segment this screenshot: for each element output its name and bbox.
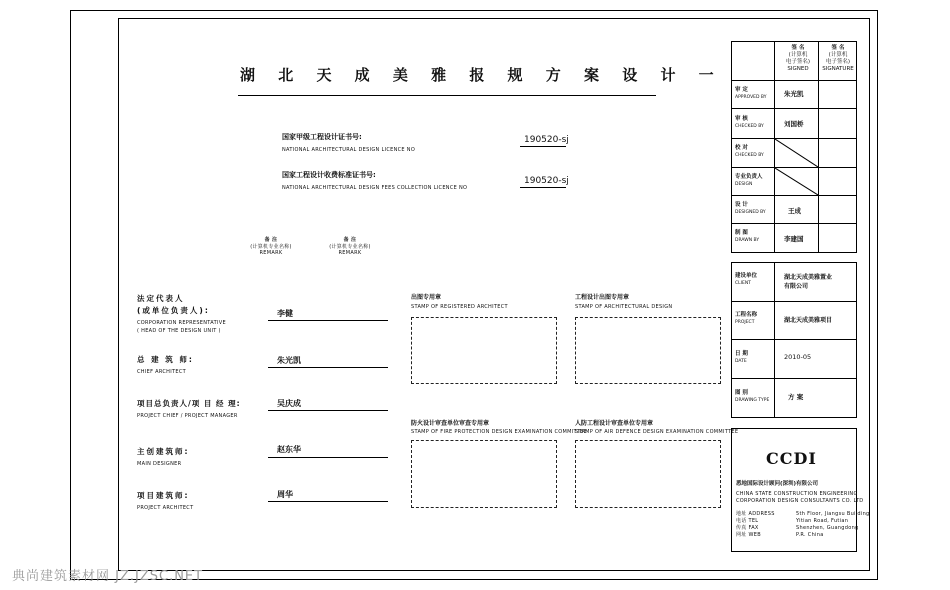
role-5-label-en: PROJECT ARCHITECT	[137, 505, 194, 511]
signoff-header-a	[782, 45, 814, 73]
address-label-4: 网址 WEB	[736, 532, 761, 538]
signoff-row-2-label	[735, 116, 764, 130]
role-5	[137, 490, 193, 511]
signoff-row-5-sign: 王成	[788, 207, 801, 215]
project-col-line	[774, 263, 775, 417]
remark-header-2-en: REMARK	[338, 250, 362, 256]
role-4-label: 主创建筑师:	[137, 447, 190, 456]
project-row-4-value: 方 案	[788, 393, 804, 401]
role-1	[137, 293, 226, 335]
project-row-3-label	[735, 351, 748, 365]
signoff-row-1-label	[735, 87, 767, 101]
signoff-row-3-en: CHECKED BY	[735, 153, 764, 158]
role-5-label: 项目建筑师:	[137, 491, 190, 500]
project-row-3-en: DATE	[735, 359, 747, 364]
company-address-labels	[736, 511, 775, 539]
signoff-row-1-sign: 朱光凯	[784, 90, 804, 98]
stamp-1-label: 出图专用章	[411, 294, 442, 301]
role-2-signature: 朱光凯	[277, 356, 301, 365]
role-1-underline	[268, 320, 388, 321]
project-row-line-2	[732, 339, 856, 340]
stamp-3-box	[411, 440, 557, 508]
project-row-line-1	[732, 301, 856, 302]
certificate-1-underline	[520, 146, 566, 147]
role-3-label-en: PROJECT CHIEF / PROJECT MANAGER	[137, 413, 238, 419]
company-name-en-1: CHINA STATE CONSTRUCTION ENGINEERING	[736, 491, 858, 497]
signoff-header-a-cn: 签 名	[791, 45, 805, 51]
certificate-2-underline	[520, 187, 566, 188]
signoff-row-2-en: CHECKED BY	[735, 124, 764, 129]
project-info-table	[731, 262, 857, 418]
project-row-3-cn: 日 期	[735, 351, 748, 357]
signoff-header-b-cn: 签 名	[831, 45, 845, 51]
role-3-underline	[268, 410, 388, 411]
company-address-lines	[796, 511, 870, 539]
signoff-row-3-cn: 校 对	[735, 145, 748, 151]
signoff-row-5-en: DESIGNED BY	[735, 210, 766, 215]
stamp-3-label-en: STAMP OF FIRE PROTECTION DESIGN EXAMINATION COMMITTEE	[411, 429, 588, 435]
address-label-3: 传真 FAX	[736, 525, 759, 531]
address-line-1: 5th Floor, Jiangsu Building	[796, 511, 870, 517]
project-row-4-cn: 图 别	[735, 390, 748, 396]
signoff-header-b-sub: (计算机 电子签名)	[825, 52, 851, 65]
stamp-3-label: 防火设计审查单位审查专用章	[411, 420, 490, 427]
signoff-row-2-cn: 审 核	[735, 116, 748, 122]
address-line-2: Yitian Road, Futian	[796, 518, 849, 524]
stamp-2-box	[575, 317, 721, 384]
project-row-1-value: 湖北天成美雅置业 有限公司	[784, 274, 833, 290]
role-3-label: 项目总负责人/项 目 经 理:	[137, 399, 241, 408]
stamp-1-box	[411, 317, 557, 384]
remark-header-1-en: REMARK	[259, 250, 283, 256]
company-block	[731, 428, 870, 552]
title-underline	[238, 95, 656, 96]
remark-header-1-sub: (计算机专业名称)	[250, 244, 292, 250]
role-4-underline	[268, 457, 388, 458]
project-row-line-3	[732, 378, 856, 379]
certificate-1-label: 国家甲级工程设计证书号:	[282, 133, 362, 141]
project-row-1-cn: 建设单位	[735, 273, 758, 279]
remark-header-2-sub: (计算机专业名称)	[329, 244, 371, 250]
project-row-4-label	[735, 390, 769, 404]
project-row-3-value: 2010-05	[784, 353, 812, 361]
role-4	[137, 446, 190, 467]
company-name-en-2: CORPORATION DESIGN CONSULTANTS CO. LTD	[736, 498, 864, 504]
certificate-1-value: 190520-sj	[524, 135, 569, 145]
site-watermark: 典尚建筑素材网 JZ.JZSC.NET	[12, 569, 204, 584]
role-2-label: 总 建 筑 师:	[137, 355, 194, 364]
project-row-1-label	[735, 273, 757, 287]
stamp-1-label-en: STAMP OF REGISTERED ARCHITECT	[411, 304, 508, 310]
address-label-1: 地址 ADDRESS	[736, 511, 775, 517]
role-4-signature: 赵东华	[277, 445, 301, 454]
remark-header-1	[246, 236, 296, 256]
remark-header-2-cn: 备 注	[343, 237, 357, 243]
project-row-1-en: CLIENT	[735, 281, 751, 286]
role-3-signature: 吴庆成	[277, 399, 301, 408]
signoff-row-6-en: DRAWN BY	[735, 238, 760, 243]
project-row-2-en: PROJECT	[735, 320, 755, 325]
address-label-2: 电话 TEL	[736, 518, 759, 524]
signoff-header-a-sub: (计算机 电子签名)	[785, 52, 811, 65]
remark-header-2	[322, 236, 378, 256]
stamp-2-label-en: STAMP OF ARCHITECTURAL DESIGN	[575, 304, 673, 310]
signoff-row-5-label	[735, 202, 766, 216]
stamp-4-box	[575, 440, 721, 508]
role-1-signature: 李健	[277, 309, 293, 318]
certificate-2-value: 190520-sj	[524, 176, 569, 186]
drawing-title: 湖 北 天 成 美 雅 报 规 方 案 设 计 一	[240, 66, 723, 84]
certificate-2-label: 国家工程设计收费标准证书号:	[282, 171, 376, 179]
role-5-underline	[268, 501, 388, 502]
project-row-4-en: DRAWING TYPE	[735, 398, 770, 403]
signoff-row-4-strike	[775, 168, 818, 195]
company-name-cn: 悉地国际设计顾问(深圳)有限公司	[736, 481, 819, 487]
signoff-header-b-en: SIGNATURE	[822, 66, 854, 72]
signoff-row-6-cn: 制 图	[735, 230, 748, 236]
role-4-label-en: MAIN DESIGNER	[137, 461, 182, 467]
role-1-label: 法定代表人 (或单位负责人):	[137, 294, 210, 315]
role-3	[137, 398, 241, 419]
role-2-label-en: CHIEF ARCHITECT	[137, 369, 186, 375]
signoff-row-1-en: APPROVED BY	[735, 95, 767, 100]
signoff-row-4-label	[735, 174, 763, 188]
signoff-row-4-cn: 专业负责人	[735, 174, 763, 180]
stamp-4-label-en: STAMP OF AIR DEFENCE DESIGN EXAMINATION COMMITTEE	[575, 429, 739, 435]
signoff-row-4-en: DESIGN	[735, 182, 753, 187]
remark-header-1-cn: 备 注	[264, 237, 278, 243]
role-5-signature: 周华	[277, 490, 293, 499]
signoff-row-3-label	[735, 145, 764, 159]
stamp-4-label: 人防工程设计审查单位专用章	[575, 420, 654, 427]
signoff-row-2-sign: 刘国桥	[784, 120, 804, 128]
signoff-header-b	[821, 45, 855, 73]
signoff-row-line-1	[732, 80, 856, 81]
role-2	[137, 354, 194, 375]
signoff-row-line-5	[732, 195, 856, 196]
signoff-col-line-2	[818, 42, 819, 252]
signoff-row-3-strike	[775, 139, 818, 167]
role-1-label-en: CORPORATION REPRESENTATIVE ( HEAD OF THE DESIGN UNIT )	[137, 320, 226, 334]
signoff-table	[731, 41, 857, 253]
role-2-underline	[268, 367, 388, 368]
project-row-2-value: 湖北天成美雅项目	[784, 317, 833, 324]
signoff-row-5-cn: 设 计	[735, 202, 748, 208]
signoff-header-a-en: SIGNED	[787, 66, 809, 72]
certificate-2-label-en: NATIONAL ARCHITECTURAL DESIGN FEES COLLECTION LICENCE NO	[282, 185, 468, 191]
project-row-2-label	[735, 312, 757, 326]
signoff-row-1-cn: 审 定	[735, 87, 748, 93]
signoff-row-line-2	[732, 108, 856, 109]
company-logo: CCDI	[766, 449, 817, 468]
stamp-2-label: 工程设计出图专用章	[575, 294, 630, 301]
address-line-4: P.R. China	[796, 532, 824, 538]
project-row-2-cn: 工程名称	[735, 312, 758, 318]
signoff-row-6-sign: 李建国	[784, 235, 804, 243]
signoff-row-line-6	[732, 223, 856, 224]
signoff-row-6-label	[735, 230, 759, 244]
certificate-1-label-en: NATIONAL ARCHITECTURAL DESIGN LICENCE NO	[282, 147, 416, 153]
address-line-3: Shenzhen, Guangdong	[796, 525, 859, 531]
